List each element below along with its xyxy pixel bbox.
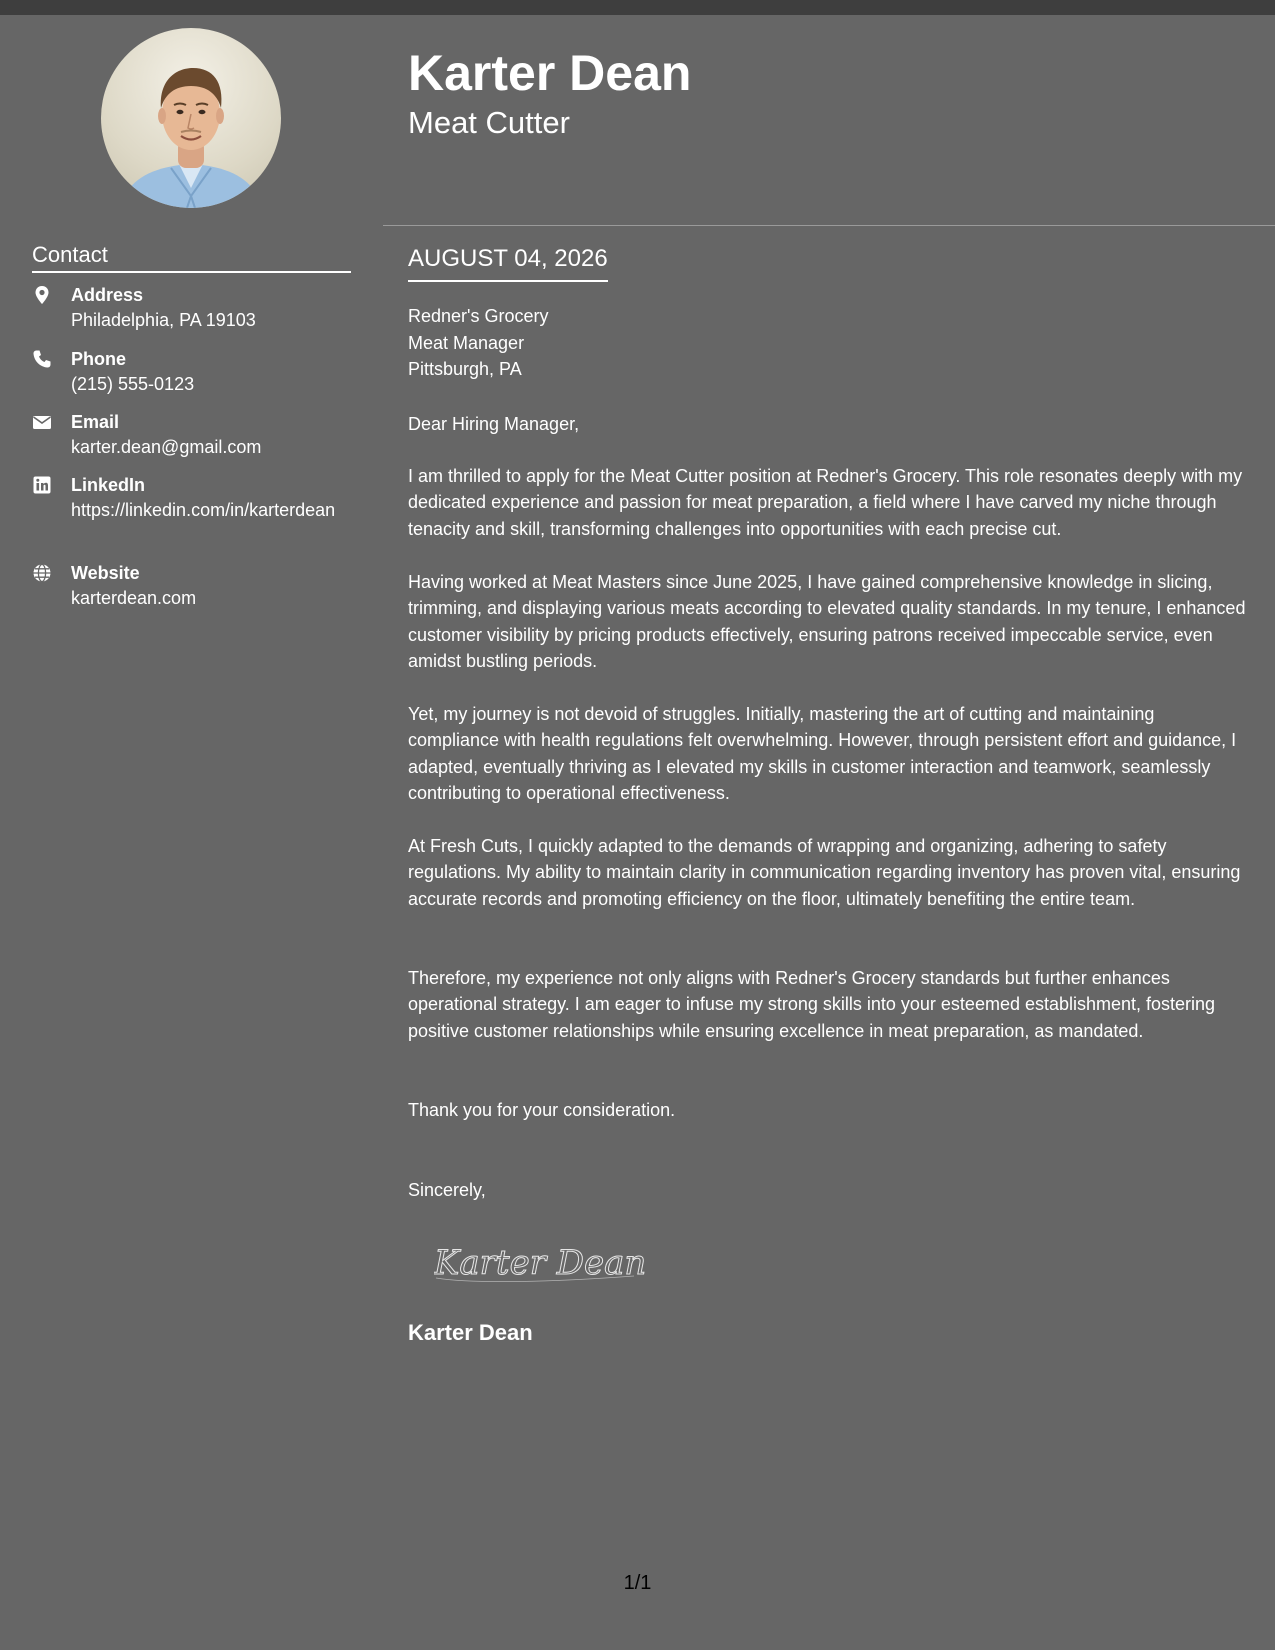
- signer-name: Karter Dean: [408, 1320, 533, 1345]
- paragraph-4: At Fresh Cuts, I quickly adapted to the demands of wrapping and organizing, adhering to safety regulations. My ability to maintain clarity in communication regarding inventory has proven vital, ensuring accurate records and promoting efficiency on the floor, ultimately benefiting the entire team.: [408, 836, 1241, 909]
- contact-heading: Contact: [32, 241, 351, 273]
- page-number: 1/1: [623, 1572, 652, 1594]
- contact-value-email[interactable]: karter.dean@gmail.com: [71, 437, 262, 457]
- recipient-block: [408, 303, 548, 383]
- contact-label-address: Address: [71, 285, 144, 305]
- recipient-title: Meat Manager: [408, 332, 525, 353]
- handwritten-signature: [434, 1232, 654, 1297]
- header-divider: [383, 225, 1275, 226]
- sidebar: [0, 15, 383, 1650]
- contact-label-phone: Phone: [71, 349, 127, 369]
- contact-value-phone: (215) 555-0123: [71, 374, 195, 394]
- linkedin-icon: [32, 475, 52, 495]
- recipient-location: Pittsburgh, PA: [408, 359, 522, 379]
- envelope-icon: [32, 412, 52, 432]
- map-pin-icon: [32, 285, 52, 305]
- contact-value-website[interactable]: karterdean.com: [71, 588, 197, 608]
- sign-off: Sincerely,: [408, 1180, 486, 1200]
- closing-thanks: Thank you for your consideration.: [408, 1100, 676, 1120]
- globe-icon: [32, 563, 52, 583]
- salutation: Dear Hiring Manager,: [408, 414, 580, 434]
- contact-label-linkedin: LinkedIn: [71, 475, 146, 495]
- contact-value-address: Philadelphia, PA 19103: [71, 310, 256, 330]
- contact-label-email: Email: [71, 412, 120, 432]
- letter-date: AUGUST 04, 2026: [408, 244, 608, 282]
- paragraph-2: Having worked at Meat Masters since June 2025, I have gained comprehensive knowledge in slicing, trimming, and displaying various meats according to elevated quality standards. In my tenure, I enhanced customer visibility by pricing products effectively, ensuring patrons received impeccable service, even amidst bustling periods.: [408, 572, 1246, 672]
- contact-label-website: Website: [71, 563, 140, 583]
- job-title: Meat Cutter: [408, 105, 570, 140]
- contact-value-linkedin[interactable]: https://linkedin.com/in/karterdean: [71, 500, 336, 520]
- phone-icon: [32, 349, 52, 369]
- recipient-company: Redner's Grocery: [408, 306, 549, 326]
- profile-photo: [101, 28, 281, 208]
- candidate-name: Karter Dean: [408, 45, 692, 101]
- paragraph-5: Therefore, my experience not only aligns with Redner's Grocery standards but further enhances operational strategy. I am eager to infuse my strong skills into your esteemed establishment, fostering positive customer relationships while ensuring excellence in meat preparation, as mandated.: [408, 968, 1216, 1041]
- paragraph-1: I am thrilled to apply for the Meat Cutter position at Redner's Grocery. This role resonates deeply with my dedicated experience and passion for meat preparation, a field where I have carved my niche through tenacity and skill, transforming challenges into opportunities with each precise cut.: [408, 466, 1243, 539]
- svg-text:Karter Dean: Karter Dean: [434, 1243, 647, 1283]
- paragraph-3: Yet, my journey is not devoid of struggles. Initially, mastering the art of cutting and maintaining compliance with health regulations felt overwhelming. However, through persistent effort and guidance, I adapted, eventually thriving as I elevated my skills in customer interaction and teamwork, seamlessly contributing to operational effectiveness.: [408, 704, 1237, 804]
- top-bar: [0, 0, 1275, 15]
